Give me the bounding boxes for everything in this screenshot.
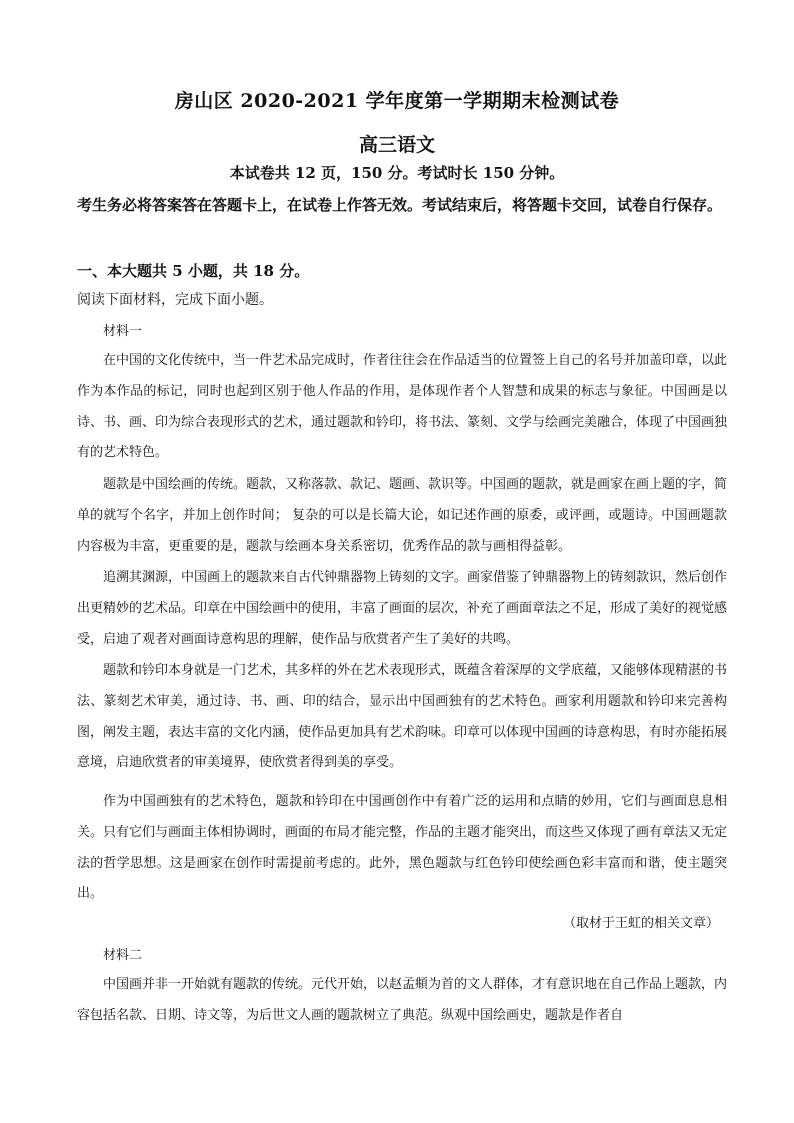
material-one-paragraph: 题款和钤印本身就是一门艺术，其多样的外在艺术表现形式，既蕴含着深厚的文学底蕴，又能够体现精湛的书法、篆刻艺术审美，通过诗、书、画、印的结合，显示出中国画独有的艺术特色。画家利用题款和钤印来完善构图，阐发主题，表达丰富的文化内涵，使作品更加具有艺术韵味。印章可以体现中国画的诗意构思，有时亦能拓展意境，启迪欣赏者的审美境界，使欣赏者得到美的享受。: [77, 663, 728, 771]
subject-title: 高三语文: [358, 134, 435, 156]
material-one-paragraph: 追溯其渊源，中国画上的题款来自古代钟鼎器物上铸刻的文字。画家借鉴了钟鼎器物上的铸刻款识，然后创作出更精妙的艺术品。印章在中国绘画中的使用，丰富了画面的层次，补充了画面章法之不足，形成了美好的视觉感受，启迪了观者对画面诗意构思的理解，使作品与欣赏者产生了美好的共鸣。: [77, 570, 728, 647]
material-one-paragraph: 在中国的文化传统中，当一件艺术品完成时，作者往往会在作品适当的位置签上自己的名号并加盖印章，以此作为本作品的标记，同时也起到区别于他人作品的作用，是体现作者个人智慧和成果的标志与象征。中国画是以诗、书、画、印为综合表现形式的艺术，通过题款和钤印，将书法、篆刻、文学与绘画完美融合，体现了中国画独有的艺术特色。: [77, 353, 728, 461]
page-title: 房山区 2020-2021 学年度第一学期期末检测试卷: [174, 90, 620, 112]
exam-info: 本试卷共 12 页，150 分。考试时长 150 分钟。: [229, 164, 565, 182]
source-citation: （取材于王虹的相关文章）: [562, 916, 719, 931]
section-heading: 一、本大题共 5 小题，共 18 分。: [77, 262, 310, 280]
material-one-paragraph: 作为中国画独有的艺术特色，题款和钤印在中国画创作中有着广泛的运用和点睛的妙用，它们与画面息息相关。只有它们与画面主体相协调时，画面的布局才能完整，作品的主题才能突出，而这些又体现了画有章法又无定法的哲学思想。这是画家在创作时需提前考虑的。此外，黑色题款与红色钤印使绘画色彩丰富而和谐，使主题突出。: [77, 794, 728, 902]
material-one-paragraph: 题款是中国绘画的传统。题款，又称落款、款记、题画、款识等。中国画的题款，就是画家在画上题的字，简单的就写个名字，并加上创作时间； 复杂的可以是长篇大论，如记述作画的原委，或评画，或题诗。中国画题款内容极为丰富，更重要的是，题款与绘画本身关系密切，优秀作品的款与画相得益彰。: [77, 477, 728, 554]
reading-prompt: 阅读下面材料，完成下面小题。: [77, 292, 273, 308]
material-two-paragraph: 中国画并非一开始就有题款的传统。元代开始，以赵孟頫为首的文人群体，才有意识地在自己作品上题款，内容包括名款、日期、诗文等，为后世文人画的题款树立了典范。纵观中国绘画史，题款是作者自: [77, 977, 728, 1023]
exam-instructions: 考生务必将答案答在答题卡上，在试卷上作答无效。考试结束后，将答题卡交回，试卷自行保存。: [77, 196, 723, 214]
material-one-label: 材料一: [103, 324, 143, 339]
material-two-label: 材料二: [103, 948, 143, 963]
